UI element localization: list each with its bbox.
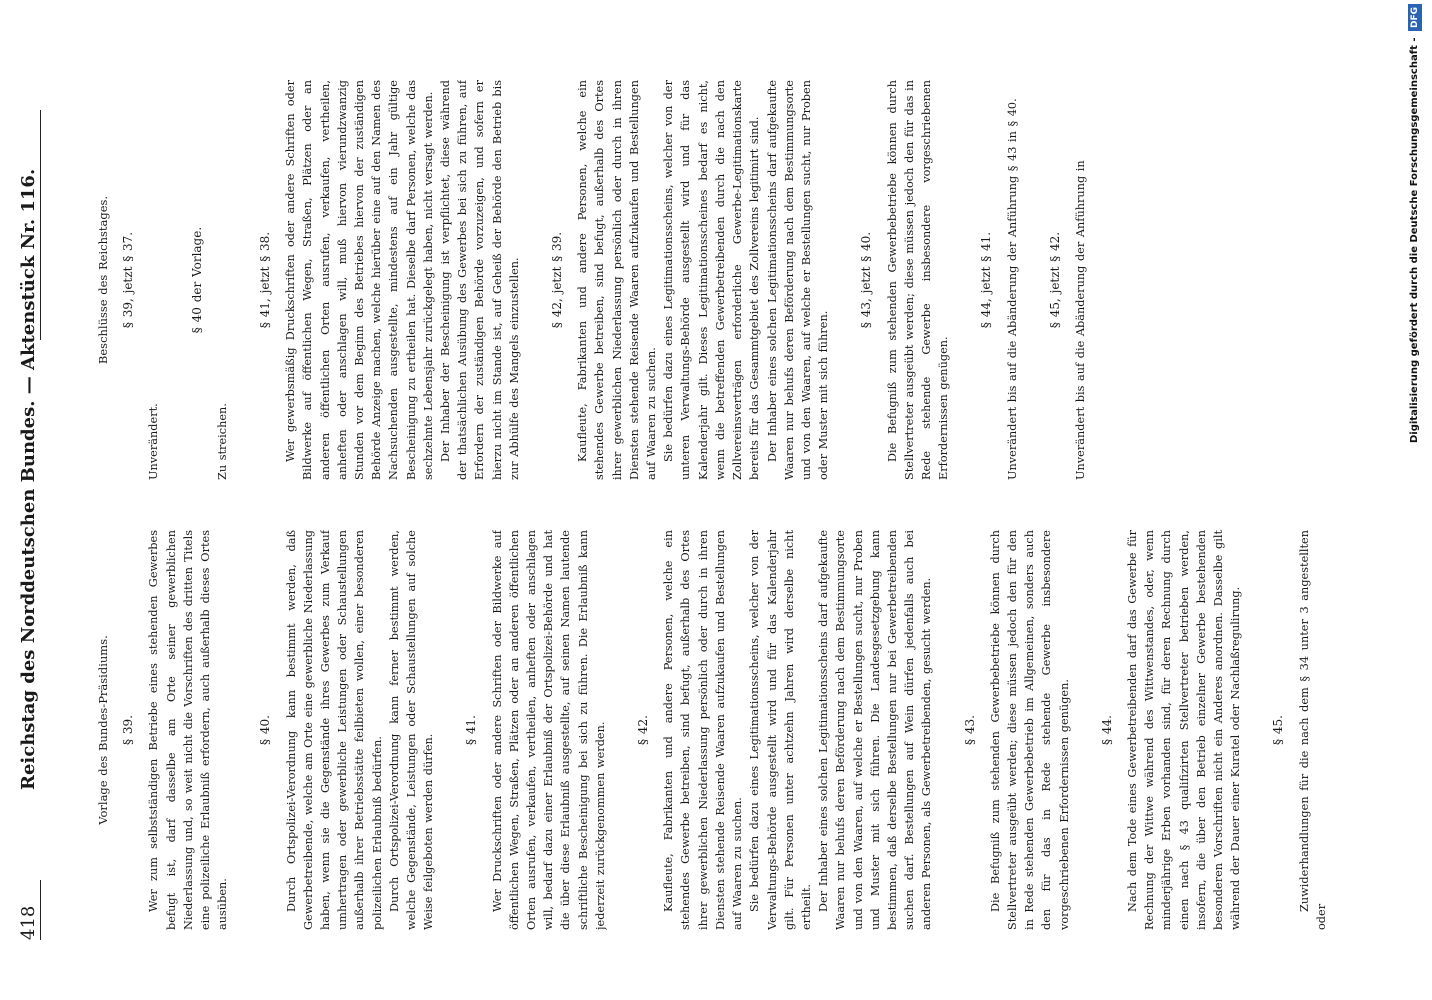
watermark-text: Digitalisierung gefördert durch die Deutsche Forschungsgemeinschaft - [1409,37,1420,444]
left-section-paragraph: Zuwiderhandlungen für die nach dem § 34 unter 3 angestellten oder [1297,530,1328,930]
header-title-right: Aktenstück Nr. 116. [18,168,39,370]
right-sections [120,80,1089,480]
digitization-watermark [1402,4,1428,994]
left-section-paragraph: Der Inhaber eines solchen Legitimationsscheins darf aufgekaufte Waaren nur behufs deren Beförderung nach dem Bestimmungsorte und von den Waaren, auf welche er Bestellungen sucht, nur Proben und Muster mit sich führen. Die Landesgesetzgebung kann bestimmen, daß derselbe Bestellungen nur bei Gewerbetreibenden suchen darf. Bestellungen auf Wein dürfen jedenfalls auch bei anderen Personen, als Gewerbetreibenden, gesucht werden. [817,530,934,930]
left-column [95,530,1365,930]
left-section-paragraph: Wer zum selbstständigen Betriebe eines stehenden Gewerbes befugt ist, darf dasselbe am Orte seiner gewerblichen Niederlassung und, so weit nicht die Vorschriften des dritten Titels eine polizeiliche Erlaubniß erfordern, auch außerhalb dieses Ortes ausüben. [147,530,230,930]
header-title-left: Reichstag des Norddeutschen Bundes. [18,400,39,790]
header-rule-right [40,110,41,340]
page-header-title [18,169,39,790]
right-section-paragraph: Wer gewerbsmäßig Druckschriften oder andere Schriften oder Bildwerke auf öffentlichen Wegen, Straßen, Plätzen oder an anderen öffentlichen Orten ausrufen, verkaufen, vertheilen, anheften oder anschlagen will, muß hiervon vierundzwanzig Stunden vor dem Beginn des Betriebes hiervon der zuständigen Behörde Anzeige machen, welche hierüber eine auf den Namen des Nachsuchenden ausgestellte, mindestens auf ein Jahr gültige Bescheinigung zu ertheilen hat. Dieselbe darf Personen, welche das sechzehnte Lebensjahr zurückgelegt haben, nicht versagt werden. [284,80,435,480]
right-section-title: § 40 der Vorlage. [189,226,204,334]
right-column-heading: Beschlüsse des Reichstages. [96,195,110,365]
left-section-paragraph: Wer Druckschriften oder andere Schriften oder Bildwerke auf öffentlichen Wegen, Straßen, Plätzen oder an anderen öffentlichen Orten ausrufen, verkaufen, vertheilen, anheften oder anschlagen will, bedarf dazu einer Erlaubniß der Ortspolizei-Behörde und hat die über diese Erlaubniß ausgestellte, auf seinen Namen lautende schriftliche Bescheinigung bei sich zu führen. Die Erlaubniß kann jederzeit zurückgenommen werden. [490,530,607,930]
left-sections [120,530,1330,930]
left-section-title: § 44. [1099,715,1114,745]
left-column-heading: Vorlage des Bundes-Präsidiums. [96,635,110,825]
right-section-paragraph: Kaufleute, Fabrikanten und andere Personen, welche ein stehendes Gewerbe betreiben, sind befugt, außerhalb des Ortes ihrer gewerblichen Niederlassung persönlich oder durch in ihren Diensten stehende Reisende Waaren aufzukaufen und Bestellungen auf Waaren zu suchen. [576,80,659,480]
right-section-status: Zu streichen. [215,403,229,480]
right-section-status: Unverändert bis auf die Abänderung der Anführung in [1073,160,1087,480]
right-section-paragraph: Sie bedürfen dazu eines Legitimationsscheins, welcher von der unteren Verwaltungs-Behörde ausgestellt wird und für das Kalenderjahr gilt. Dieses Legitimationsscheines bedarf es nicht, wenn die betreffenden Gewerbetreibenden durch die nach den Zollvereinsverträgen erforderliche Gewerbe-Legitimationskarte bereits für das Gesammtgebiet des Zollvereins legitimirt sind. [662,80,762,480]
header-rule-left [40,880,41,940]
header-title-dash: — [18,376,39,395]
right-section-paragraph: Der Inhaber eines solchen Legitimationsscheins darf aufgekaufte Waaren nur behufs deren Beförderung nach dem Bestimmungsorte und von den Waaren, auf welche er Bestellungen sucht, nur Proben oder Muster mit sich führen. [765,80,831,480]
left-section-paragraph: Sie bedürfen dazu eines Legitimationsscheins, welcher von der Verwaltungs-Behörde ausgestellt wird und für das Kalenderjahr gilt. Für Personen unter achtzehn Jahren wird derselbe nicht ertheilt. [748,530,813,930]
left-section-paragraph: Die Befugniß zum stehenden Gewerbebetriebe können durch Stellvertreter ausgeübt werden; diese müssen jedoch den für den in Rede stehenden Gewerbebetrieb im Allgemeinen, sonders auch den für das in Rede stehende Gewerbe insbesondere vorgeschriebenen Erfordernissen genügen. [988,530,1071,930]
right-section-paragraph: Der Inhaber der Bescheinigung ist verpflichtet, diese während der thatsächlichen Ausübung des Gewerbes bei sich zu führen, auf Erfordern der zuständigen Behörde vorzuzeigen, und sofern er hierzu nicht im Stande ist, auf Geheiß der Behörde den Betrieb bis zur Abhülfe des Mangels einzustellen. [439,80,521,480]
right-section-title: § 42, jetzt § 39. [550,231,565,329]
left-section-title: § 42. [636,715,651,745]
left-section-paragraph: Durch Ortspolizei-Verordnung kann bestimmt werden, daß Gewerbetreibende, welche am Orte eine gewerbliche Niederlassung haben, wenn sie die Gegenstände ihres Gewerbes zum Verkauf umhertragen oder gewerbliche Leistungen oder Schaustellungen außerhalb ihrer Betriebsstätte feilbieten wollen, einer besonderen polizeilichen Erlaubniß bedürfen. [284,530,384,930]
right-section-status: Unverändert bis auf die Abänderung der Anführung § 43 in § 40. [1005,98,1019,480]
right-section-title: § 41, jetzt § 38. [258,231,273,329]
right-section-status: Unverändert. [147,403,161,480]
left-section-paragraph: Durch Ortspolizei-Verordnung kann ferner bestimmt werden, welche Gegenstände, Leistungen oder Schaustellungen auf solche Weise feilgeboten werden dürfen. [387,530,436,930]
right-section-title: § 43, jetzt § 40. [859,231,874,329]
left-section-title: § 40. [258,715,273,745]
right-section-paragraph: Die Befugniß zum stehenden Gewerbebetriebe können durch Stellvertreter ausgeübt werden; diese müssen jedoch den für das in Rede stehende Gewerbe insbesondere vorgeschriebenen Erfordernissen genügen. [885,80,951,480]
left-section-title: § 43. [962,715,977,745]
page-number: 418 [18,905,39,940]
right-section-title: § 39, jetzt § 37. [121,231,136,329]
left-section-title: § 41. [464,715,479,745]
left-section-title: § 45. [1271,715,1286,745]
left-section-paragraph: Nach dem Tode eines Gewerbetreibenden darf das Gewerbe für Rechnung der Wittwe während des Wittwenstandes, oder, wenn minderjährige Erben vorhanden sind, für deren Rechnung durch einen nach § 43 qualifizirten Stellvertreter betrieben werden, insofern, die über den Betrieb einzelner Gewerbe bestehenden besonderen Vorschriften nicht ein Anderes anordnen. Dasselbe gilt während der Dauer einer Kuratel oder Nachlaßregulirung. [1125,530,1243,930]
right-section-title: § 44, jetzt § 41. [979,231,994,329]
left-section-paragraph: Kaufleute, Fabrikanten und andere Personen, welche ein stehendes Gewerbe betreiben, sind befugt, außerhalb des Ortes ihrer gewerblichen Niederlassung persönlich oder durch in ihren Diensten stehende Reisende Waaren aufzukaufen und Bestellungen auf Waaren zu suchen. [662,530,745,930]
right-column [95,80,1365,480]
dfg-logo: DFG [1408,4,1422,31]
left-section-title: § 39. [121,715,136,745]
right-section-title: § 45, jetzt § 42. [1047,231,1062,329]
